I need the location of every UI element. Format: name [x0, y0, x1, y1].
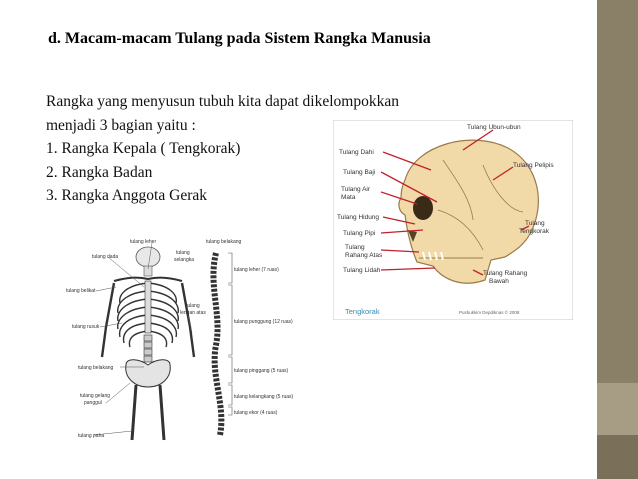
label-tulang-ubun: Tulang Ubun-ubun — [467, 124, 521, 131]
spine-brackets — [228, 253, 232, 415]
label-tulang-hidung: Tulang Hidung — [337, 214, 380, 221]
label-leher-7: tulang leher (7 ruas) — [234, 267, 279, 273]
label-tulang-rahang-1: Tulang — [345, 244, 365, 251]
skull-credit: Pusbukkim Depdiknas © 2008 — [459, 310, 520, 315]
skeleton-skull — [136, 247, 160, 267]
sidebar-dark-block — [597, 435, 638, 479]
label-tulang-selangka-1: tulang — [176, 250, 190, 256]
slide-title: d. Macam-macam Tulang pada Sistem Rangka Manusia — [48, 30, 431, 47]
eye-socket — [413, 196, 433, 220]
label-lengan-atas: lengan atas — [180, 310, 206, 316]
intro-line-2: menjadi 3 bagian yaitu : — [46, 116, 196, 134]
label-tulang: Tulang — [525, 220, 545, 227]
label-tulang-rusuk: tulang rusuk — [72, 324, 100, 330]
label-ekor-4: tulang ekor (4 ruas) — [234, 410, 278, 416]
side-spine — [213, 253, 221, 435]
clavicle — [114, 278, 182, 281]
sidebar-accent-block — [597, 383, 638, 435]
skeleton-diagram — [56, 235, 306, 455]
skeleton-labels-left — [66, 239, 206, 439]
list-item-1: 1. Rangka Kepala ( Tengkorak) — [46, 140, 241, 158]
label-tulang-belakang-right: tulang belakang — [206, 239, 242, 245]
label-tulang-pelipis: Tulang Pelipis — [513, 162, 554, 169]
femur-bones — [132, 385, 164, 440]
intro-line-1: Rangka yang menyusun tubuh kita dapat dikelompokkan — [46, 93, 399, 110]
label-tulang-lengan-1: tulang — [186, 303, 200, 309]
label-tulang-leher: tulang leher — [130, 239, 157, 245]
label-tulang-dada: tulang dada — [92, 254, 119, 260]
label-kelangkang-5: tulang kelangkang (5 ruas) — [234, 394, 294, 400]
label-tulang-belikat: tulang belikat — [66, 288, 96, 294]
skull-diagram — [333, 120, 573, 320]
list-item-3: 3. Rangka Anggota Gerak — [46, 187, 207, 205]
spine-column — [144, 335, 152, 362]
list-item-2: 2. Rangka Badan — [46, 163, 153, 181]
label-tulang-baji: Tulang Baji — [343, 169, 376, 176]
label-bawah: Bawah — [489, 278, 509, 285]
label-tulang-rahang: Tulang Rahang — [483, 270, 528, 277]
label-rahang-atas: Rahang Atas — [345, 252, 383, 259]
label-tulang-belakang: tulang belakang — [78, 365, 114, 371]
label-tengkorak: Tengkorak — [519, 228, 549, 235]
label-tulang-dahi: Tulang Dahi — [339, 149, 374, 156]
label-tulang-gelang: tulang gelang — [80, 393, 111, 399]
label-tulang-air: Tulang Air — [341, 186, 371, 193]
label-tulang-paha: tulang paha — [78, 433, 105, 439]
label-selangka: selangka — [174, 257, 195, 263]
label-tulang-lidah: Tulang Lidah — [343, 267, 381, 274]
label-panggul: panggul — [84, 400, 102, 406]
label-mata: Mata — [341, 194, 356, 201]
label-punggung-12: tulang punggung (12 ruas) — [234, 319, 293, 325]
skull-caption: Tengkorak — [345, 307, 380, 316]
label-tulang-pipi: Tulang Pipi — [343, 230, 376, 237]
sternum — [145, 281, 151, 333]
pelvis — [126, 360, 171, 387]
decorative-sidebar — [597, 0, 638, 479]
label-pinggang-5: tulang pinggang (5 ruas) — [234, 368, 289, 374]
